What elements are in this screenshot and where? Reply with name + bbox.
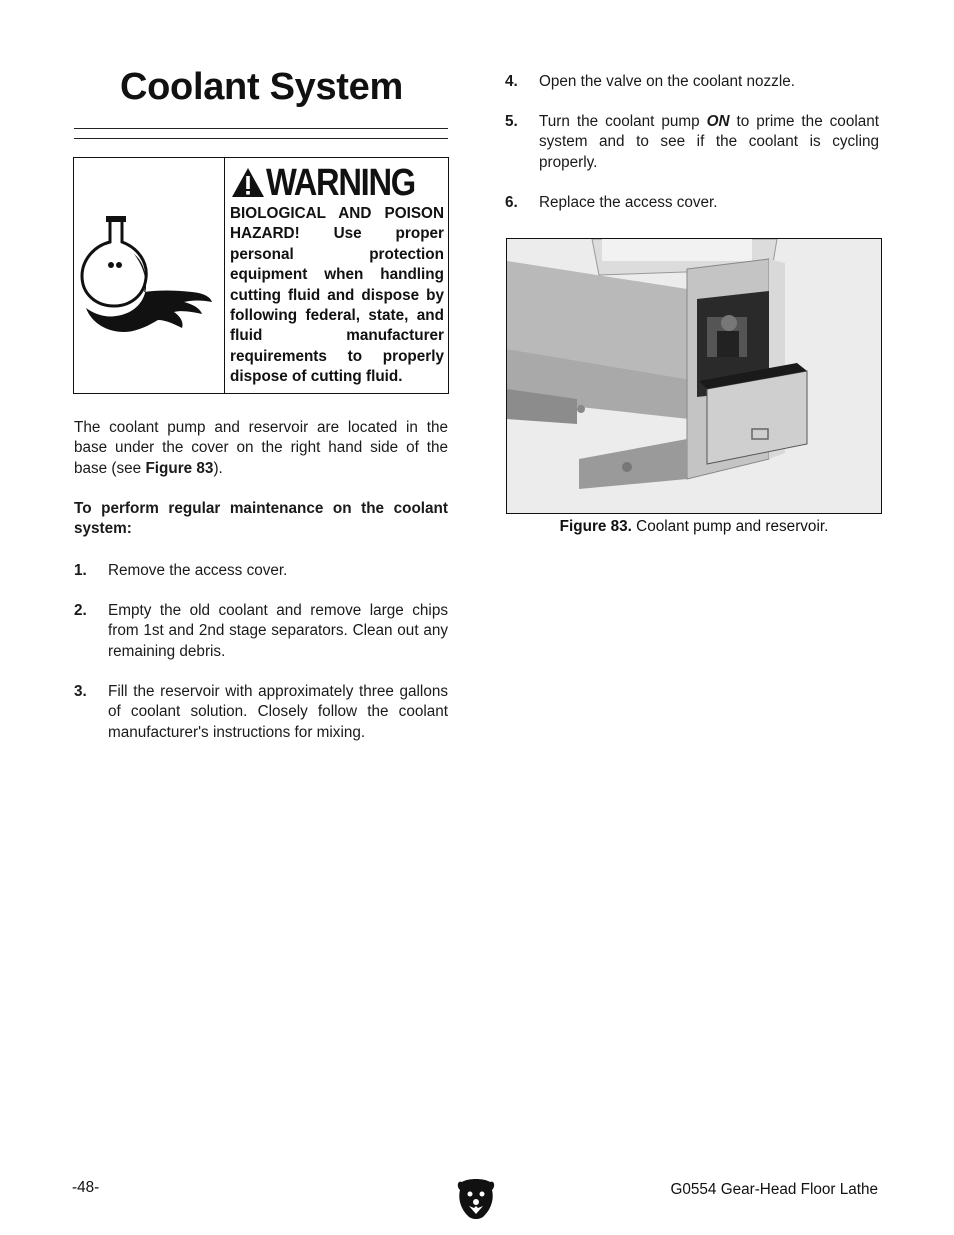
page-number: -48- (72, 1179, 100, 1196)
step-text: Empty the old coolant and remove large chips from 1st and 2nd stage separators. Clean out any remaining debris. (108, 602, 448, 660)
step-number: 6. (505, 194, 518, 211)
list-item (505, 72, 879, 94)
step-number: 1. (74, 562, 87, 579)
on-emphasis: ON (706, 113, 730, 130)
title-rule-top (74, 128, 448, 129)
list-item (74, 561, 448, 583)
figure-reference: Figure 83 (145, 459, 214, 477)
warning-text: BIOLOGICAL AND POISON HAZARD! Use proper personal protection equipment when handling cutting fluid and dispose by following federal, state, and fluid manufacturer requirements to properly dispose of cutting fluid. (230, 205, 444, 386)
figure-caption: Figure 83. Coolant pump and reservoir. (559, 518, 829, 535)
warning-box-divider (224, 158, 225, 393)
step-text: Fill the reservoir with approximately three gallons of coolant solution. Closely follow the coolant manufacturer's instructions for mixing. (108, 683, 448, 741)
step-text: Turn the coolant pump ON to prime the coolant system and to see if the coolant is cycling properly. (539, 113, 879, 171)
bear-head-logo-icon (456, 1176, 496, 1222)
warning-heading (230, 162, 439, 204)
list-item (505, 112, 879, 176)
step-text: Remove the access cover. (108, 562, 288, 579)
step-number: 4. (505, 73, 518, 90)
step-number: 3. (74, 683, 87, 700)
figure-83-photo (506, 238, 882, 514)
warning-word: WARNING (266, 162, 415, 204)
list-item (74, 682, 448, 766)
list-item (74, 601, 448, 665)
step-number: 2. (74, 602, 87, 619)
step-number: 5. (505, 113, 518, 130)
hazard-icon-cell (74, 158, 224, 393)
procedure-heading: To perform regular maintenance on the coolant system: (74, 500, 448, 538)
page-title: Coolant System (120, 66, 403, 108)
poison-flask-hand-icon (74, 158, 224, 393)
warning-box (73, 157, 449, 394)
intro-paragraph: The coolant pump and reservoir are located in the base under the cover on the right hand side of the base (see Figure 83). (74, 419, 448, 477)
footer-title: G0554 Gear-Head Floor Lathe (670, 1181, 878, 1198)
step-text: Open the valve on the coolant nozzle. (539, 73, 795, 90)
list-item (505, 193, 879, 215)
warning-triangle-icon (230, 166, 266, 200)
step-text: Replace the access cover. (539, 194, 718, 211)
title-rule-bottom (74, 138, 448, 139)
coolant-pump-illustration (507, 239, 881, 513)
figure-label: Figure 83. (559, 518, 632, 535)
